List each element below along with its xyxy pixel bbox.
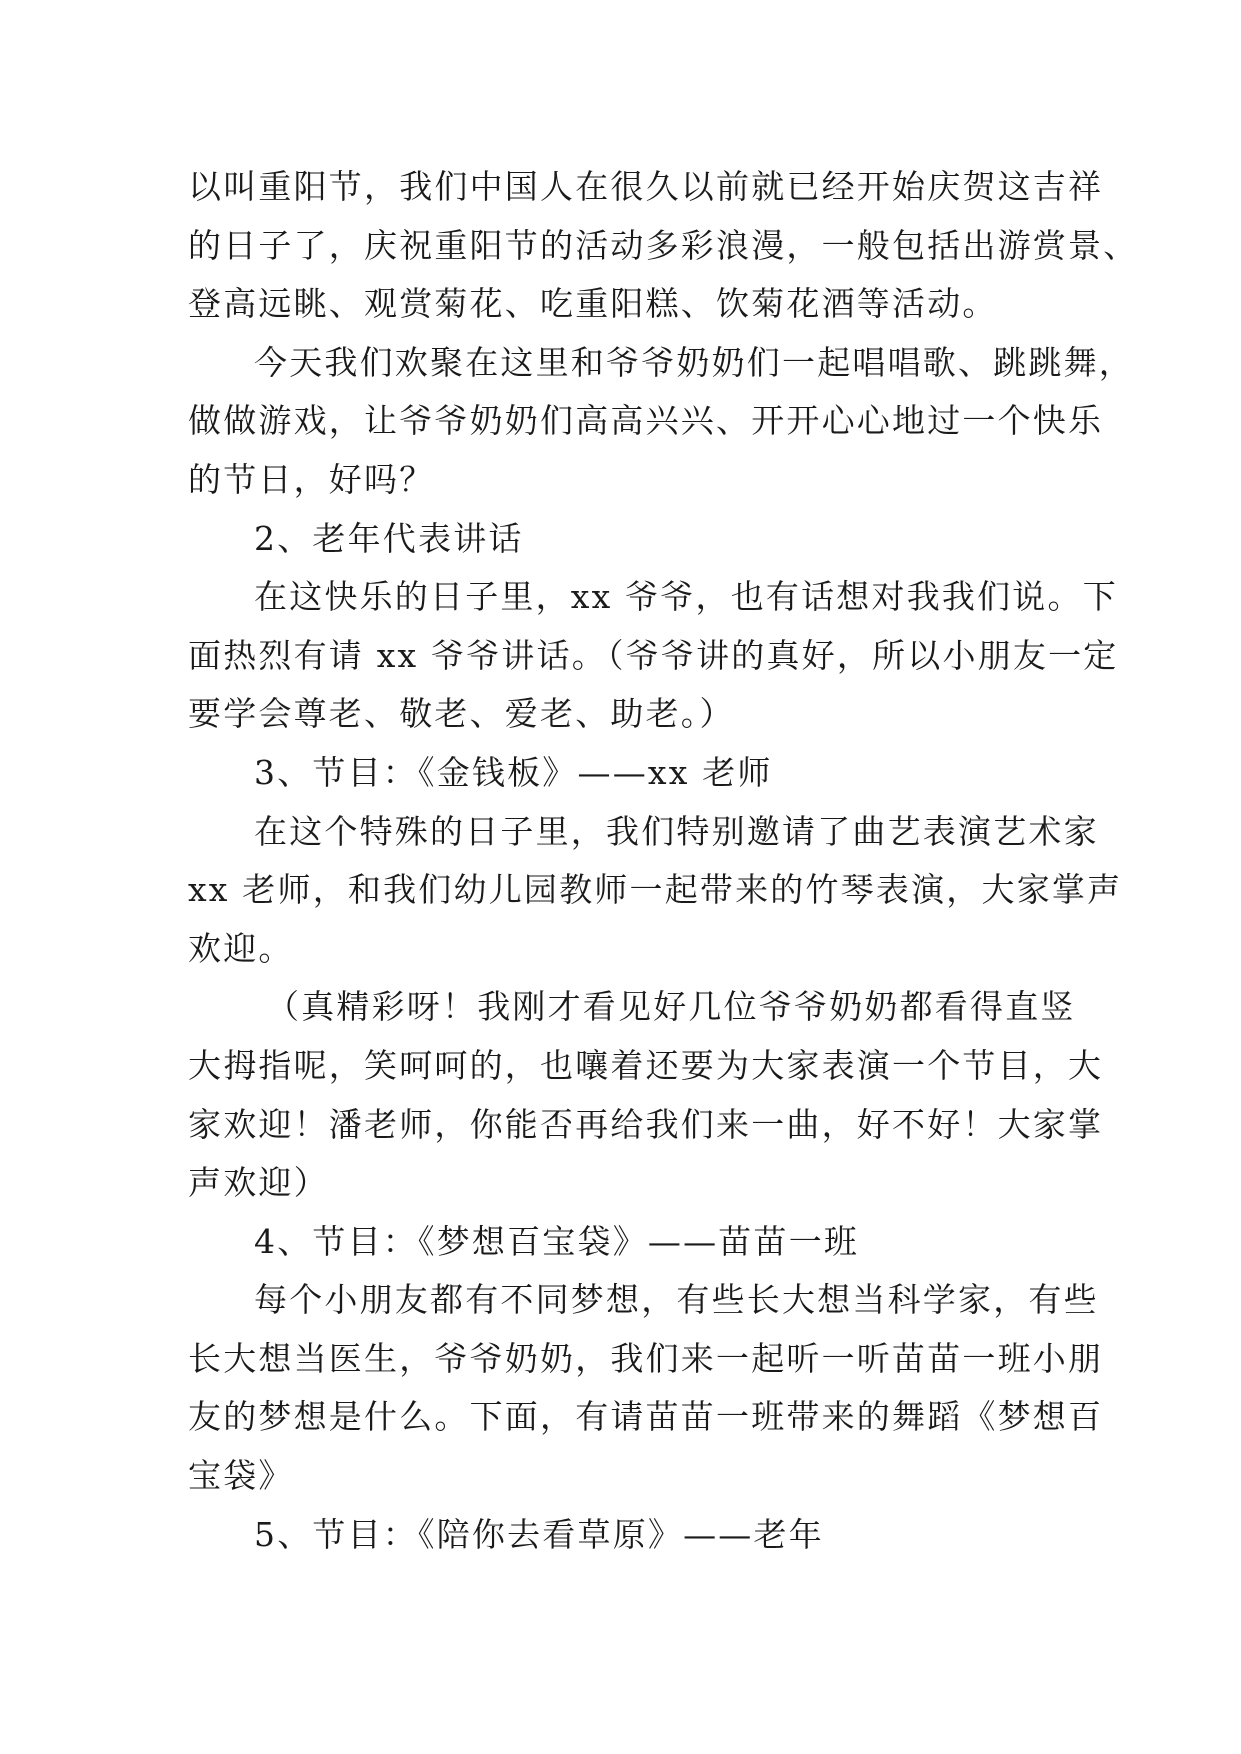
- text-line: 长大想当医生，爷爷奶奶，我们来一起听一听苗苗一班小朋: [188, 1338, 1104, 1378]
- text-line: 做做游戏，让爷爷奶奶们高高兴兴、开开心心地过一个快乐: [188, 401, 1104, 441]
- paragraph-applause: [188, 978, 1104, 1212]
- text-line: 以叫重阳节，我们中国人在很久以前就已经开始庆贺这吉祥: [188, 167, 1104, 206]
- section-heading-elder-speech: [188, 510, 1058, 569]
- text-line: 的日子了，庆祝重阳节的活动多彩浪漫，一般包括出游赏景、: [188, 225, 1139, 265]
- section-heading-program-3: [188, 744, 1058, 803]
- text-line: xx 老师，和我们幼儿园教师一起带来的竹琴表演，大家掌声: [188, 870, 1123, 910]
- text-line: 登高远眺、观赏菊花、吃重阳糕、饮菊花酒等活动。: [188, 284, 998, 324]
- heading-line: 3、节目：《金钱板》——xx 老师: [254, 752, 773, 792]
- text-line: 欢迎。: [188, 928, 294, 968]
- text-line: 面热烈有请 xx 爷爷讲话。（爷爷讲的真好，所以小朋友一定: [188, 635, 1119, 675]
- paragraph-elder-speech: [188, 568, 1119, 744]
- section-heading-program-4: [188, 1213, 1058, 1272]
- heading-line: 4、节目：《梦想百宝袋》——苗苗一班: [254, 1221, 860, 1261]
- text-line: 在这快乐的日子里，xx 爷爷，也有话想对我我们说。下: [254, 577, 1118, 617]
- text-line: 宝袋》: [188, 1456, 294, 1496]
- text-line: 每个小朋友都有不同梦想，有些长大想当科学家，有些: [254, 1280, 1099, 1320]
- text-line: 家欢迎！潘老师，你能否再给我们来一曲，好不好！大家掌: [188, 1104, 1104, 1144]
- text-line: 要学会尊老、敬老、爱老、助老。）: [188, 694, 735, 734]
- paragraph-program-4: [188, 1271, 1104, 1505]
- text-line: 大拇指呢，笑呵呵的，也嚷着还要为大家表演一个节目，大: [188, 1045, 1104, 1085]
- paragraph-festival-intro: [188, 158, 1139, 334]
- heading-line: 2、老年代表讲话: [254, 518, 524, 558]
- paragraph-gathering: [188, 334, 1134, 510]
- text-line: 友的梦想是什么。下面，有请苗苗一班带来的舞蹈《梦想百: [188, 1397, 1104, 1437]
- paragraph-program-3: [188, 803, 1123, 979]
- text-line: （真精彩呀！我刚才看见好几位爷爷奶奶都看得直竖: [266, 987, 1076, 1027]
- text-line: 的节日，好吗？: [188, 459, 435, 499]
- text-line: 今天我们欢聚在这里和爷爷奶奶们一起唱唱歌、跳跳舞，: [254, 342, 1134, 382]
- text-line: 声欢迎）: [188, 1163, 329, 1203]
- section-heading-program-5: [188, 1506, 1058, 1565]
- text-line: 在这个特殊的日子里，我们特别邀请了曲艺表演艺术家: [254, 811, 1099, 851]
- document-body: [188, 158, 1139, 1564]
- heading-line: 5、节目：《陪你去看草原》——老年: [254, 1514, 824, 1554]
